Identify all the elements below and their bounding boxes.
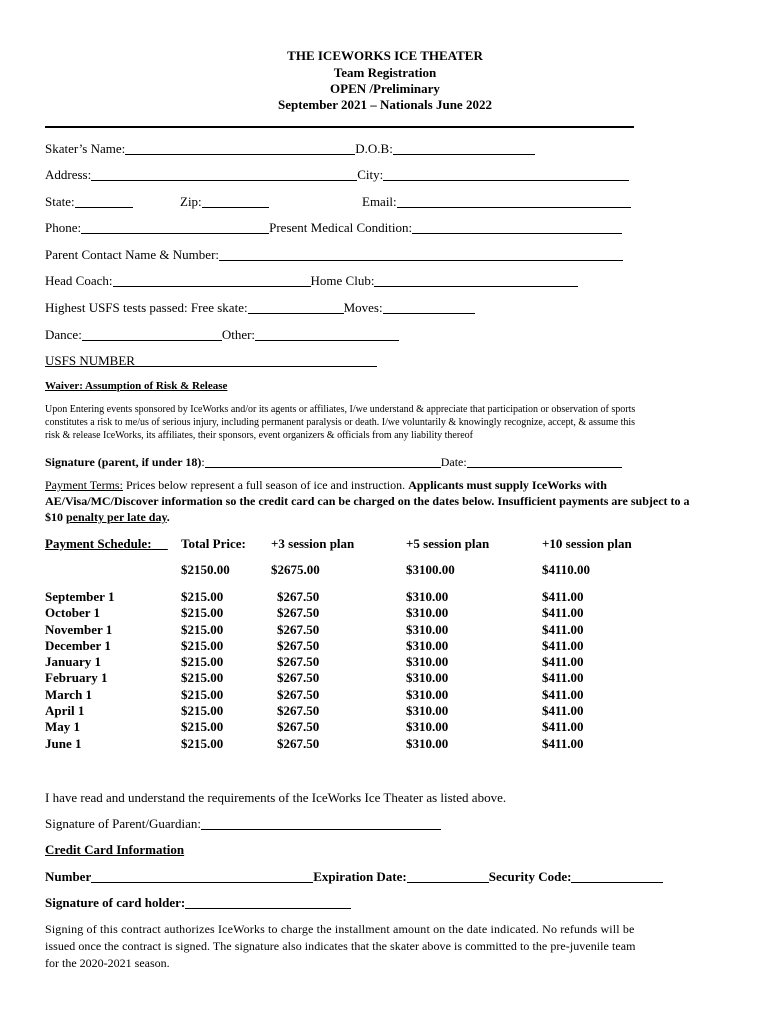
schedule-amount: $411.00 (542, 589, 584, 604)
waiver-text-line-3: risk & release IceWorks, its affiliates, their sponsors, event organizers & officials from any liability thereof (45, 430, 473, 441)
schedule-month: June 1 (45, 735, 82, 751)
schedule-amount: $215.00 (181, 735, 224, 751)
payment-terms-line-2: AE/Visa/MC/Discover information so the credit card can be charged on the dates below. Insufficient payments are subject to a (45, 494, 690, 508)
penalty-text: penalty per late day (66, 510, 167, 524)
schedule-month: March 1 (45, 686, 93, 702)
phone-label: Phone: (45, 220, 82, 235)
email-field[interactable] (362, 195, 631, 208)
card-holder-signature-field[interactable] (45, 896, 351, 909)
state-field[interactable] (45, 195, 133, 208)
schedule-amount: $310.00 (406, 589, 449, 604)
schedule-amount: $215.00 (181, 621, 224, 637)
schedule-amount: $267.50 (277, 621, 320, 637)
schedule-amount: $310.00 (406, 719, 449, 735)
contract-line-2: issued once the contract is signed. The signature also indicates that the skater above is committed to the pre-juvenile team (45, 939, 636, 953)
schedule-amount: $215.00 (181, 654, 224, 670)
payment-terms-label: Payment Terms: (45, 478, 123, 492)
schedule-amount: $411.00 (542, 686, 584, 702)
guardian-signature-field[interactable] (45, 817, 441, 830)
schedule-amount: $267.50 (277, 719, 320, 735)
card-number-field[interactable] (45, 870, 663, 883)
payment-terms-bold: Applicants must supply IceWorks with (408, 478, 607, 492)
waiver-signature-label: Signature (parent, if under 18) (45, 455, 202, 469)
schedule-amount: $267.50 (277, 703, 320, 719)
address-field[interactable] (45, 168, 629, 181)
city-label: City: (357, 167, 384, 182)
city-field[interactable] (383, 168, 629, 181)
schedule-amount: $310.00 (406, 735, 449, 751)
schedule-amount: $215.00 (181, 719, 224, 735)
form-subtitle: Team Registration (333, 65, 437, 80)
schedule-amount: $267.50 (277, 735, 320, 751)
payment-terms-line-3 (45, 511, 170, 523)
form-title: THE ICEWORKS ICE THEATER (287, 48, 483, 63)
schedule-amount: $267.50 (277, 589, 320, 604)
card-number-label: Number (45, 869, 92, 884)
schedule-amount: $310.00 (406, 637, 449, 653)
schedule-amount: $310.00 (406, 670, 449, 686)
waiver-date-field[interactable] (467, 455, 622, 468)
schedule-total-column (181, 589, 223, 752)
schedule-month: November 1 (45, 621, 113, 637)
skater-name-field[interactable] (45, 142, 535, 155)
head-coach-label: Head Coach: (45, 273, 113, 288)
schedule-amount: $411.00 (542, 703, 584, 719)
schedule-amount: $267.50 (277, 637, 320, 653)
schedule-header-label: Payment Schedule: (45, 536, 152, 551)
header-divider (45, 126, 634, 128)
security-code-label: Security Code: (488, 869, 572, 884)
head-coach-field[interactable] (45, 274, 578, 287)
form-season: September 2021 – Nationals June 2022 (278, 97, 492, 112)
email-label: Email: (362, 194, 397, 209)
schedule-3-session-column (277, 589, 319, 752)
home-club-label: Home Club: (310, 273, 375, 288)
moves-label: Moves: (343, 300, 383, 315)
schedule-amount: $267.50 (277, 670, 320, 686)
schedule-amount: $215.00 (181, 605, 224, 621)
schedule-amount: $215.00 (181, 686, 224, 702)
schedule-amount: $411.00 (542, 605, 584, 621)
medical-label: Present Medical Condition: (269, 220, 413, 235)
schedule-amount: $310.00 (406, 686, 449, 702)
dob-label: D.O.B: (355, 141, 393, 156)
schedule-amount: $215.00 (181, 589, 224, 604)
schedule-total-5-session: $3100.00 (406, 562, 455, 577)
medical-field[interactable] (412, 221, 622, 234)
schedule-amount: $411.00 (542, 735, 584, 751)
moves-field[interactable] (383, 301, 475, 314)
schedule-month: May 1 (45, 719, 81, 735)
waiver-text-line-1: Upon Entering events sponsored by IceWorks and/or its agents or affiliates, I/we understand & appreciate that participation or observation of sports (45, 404, 636, 415)
waiver-date-label: Date: (440, 455, 467, 469)
schedule-col-5-session: +5 session plan (406, 536, 490, 551)
schedule-total-10-session: $4110.00 (542, 562, 591, 577)
schedule-total-3-session: $2675.00 (271, 562, 320, 577)
schedule-amount: $411.00 (542, 621, 584, 637)
schedule-amount: $267.50 (277, 686, 320, 702)
contract-line-1: Signing of this contract authorizes IceWorks to charge the installment amount on the date indicated. No refunds will be (45, 922, 635, 936)
schedule-10-session-column (542, 589, 584, 752)
contract-line-3: for the 2020-2021 season. (45, 956, 170, 970)
zip-field[interactable] (180, 195, 269, 208)
schedule-amount: $267.50 (277, 654, 320, 670)
schedule-5-session-column (406, 589, 448, 752)
card-holder-signature-label: Signature of card holder: (45, 895, 186, 910)
expiration-field[interactable] (407, 870, 489, 883)
schedule-amount: $310.00 (406, 621, 449, 637)
security-code-field[interactable] (571, 870, 663, 883)
dob-field[interactable] (393, 142, 535, 155)
schedule-amount: $411.00 (542, 637, 584, 653)
payment-terms-line-1 (45, 479, 607, 491)
schedule-month: February 1 (45, 670, 108, 686)
schedule-amount: $267.50 (277, 605, 320, 621)
home-club-field[interactable] (374, 274, 578, 287)
schedule-month: October 1 (45, 605, 100, 621)
phone-field[interactable] (45, 221, 622, 234)
parent-contact-label: Parent Contact Name & Number: (45, 247, 220, 262)
waiver-heading: Waiver: Assumption of Risk & Release (45, 380, 228, 392)
schedule-month: January 1 (45, 654, 101, 670)
schedule-amount: $411.00 (542, 654, 584, 670)
schedule-amount: $411.00 (542, 670, 584, 686)
schedule-amount: $215.00 (181, 637, 224, 653)
dance-field[interactable] (45, 328, 399, 341)
schedule-col-3-session: +3 session plan (271, 536, 355, 551)
guardian-signature-label: Signature of Parent/Guardian: (45, 816, 201, 831)
schedule-amount: $310.00 (406, 605, 449, 621)
schedule-total-price: $2150.00 (181, 562, 230, 577)
schedule-amount: $310.00 (406, 703, 449, 719)
address-label: Address: (45, 167, 92, 182)
usfs-number-label: USFS NUMBER (45, 353, 135, 368)
dance-label: Dance: (45, 327, 82, 342)
schedule-amount: $215.00 (181, 703, 224, 719)
schedule-amount: $411.00 (542, 719, 584, 735)
waiver-text-line-2: constitutes a risk to me/us of serious injury, including permanent paralysis or death. I/we voluntarily & knowingly recognize, accept, & assume this (45, 417, 636, 428)
schedule-col-10-session: +10 session plan (542, 536, 632, 551)
usfs-tests-label: Highest USFS tests passed: Free skate: (45, 300, 248, 315)
penalty-amount: $10 (45, 510, 66, 524)
penalty-period: . (166, 510, 170, 524)
payment-terms-text: Prices below represent a full season of ice and instruction. (122, 478, 409, 492)
schedule-month: December 1 (45, 637, 111, 653)
skater-name-label: Skater’s Name: (45, 141, 126, 156)
usfs-number-field[interactable] (45, 354, 377, 367)
schedule-col-total: Total Price: (181, 536, 246, 551)
form-level: OPEN /Preliminary (330, 81, 440, 96)
waiver-signature-field[interactable] (45, 455, 622, 468)
other-field[interactable] (255, 328, 399, 341)
acknowledge-text: I have read and understand the requirements of the IceWorks Ice Theater as listed above. (45, 790, 507, 805)
zip-label: Zip: (180, 194, 202, 209)
schedule-month: September 1 (45, 589, 115, 604)
expiration-label: Expiration Date: (313, 869, 407, 884)
schedule-months-column (45, 589, 114, 752)
state-label: State: (45, 194, 75, 209)
signature-colon: : (201, 455, 205, 469)
parent-contact-field[interactable] (45, 248, 623, 261)
schedule-amount: $310.00 (406, 654, 449, 670)
credit-card-heading: Credit Card Information (45, 842, 185, 857)
schedule-amount: $215.00 (181, 670, 224, 686)
other-label: Other: (221, 327, 256, 342)
schedule-month: April 1 (45, 703, 85, 719)
usfs-tests-field[interactable] (45, 301, 475, 314)
